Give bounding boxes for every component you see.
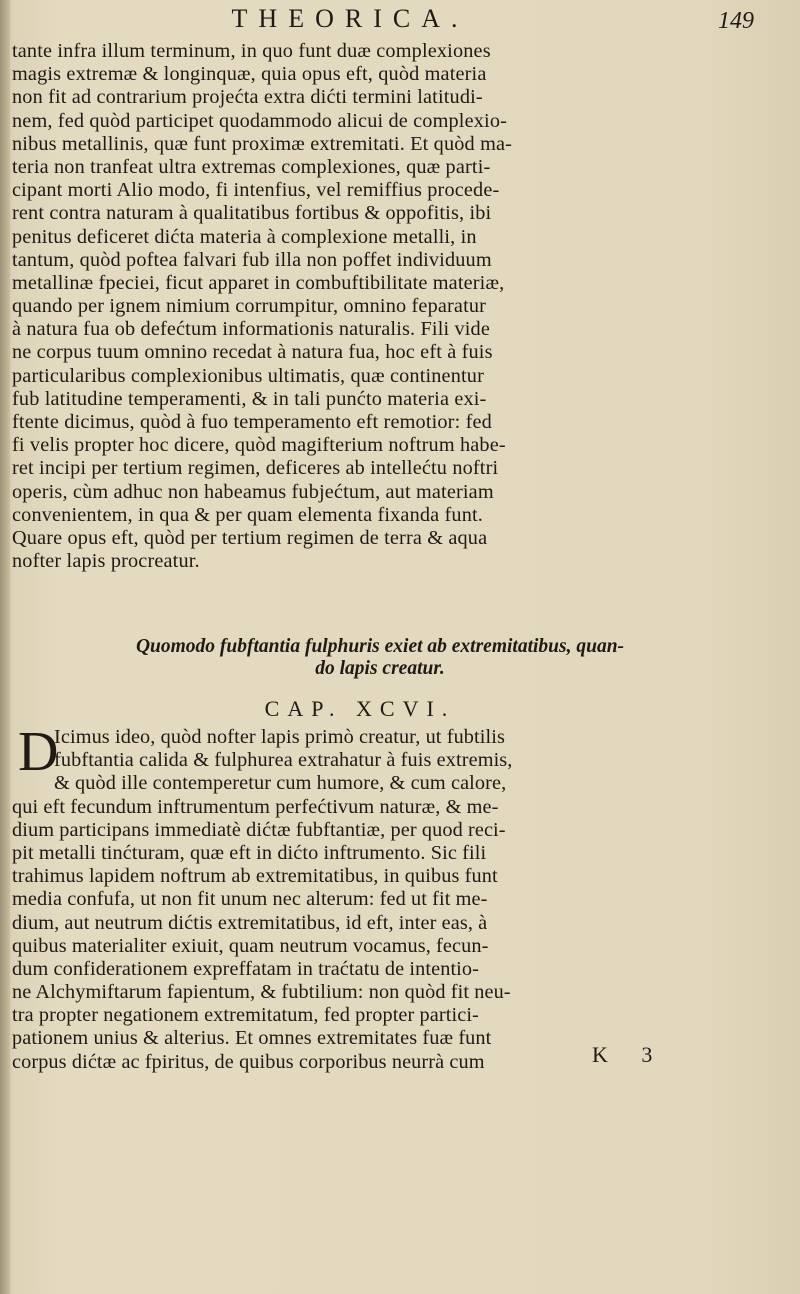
- text-line: tra propter negationem extremitatum, fed propter partici-: [12, 1004, 479, 1027]
- text-line: pit metalli tinćturam, quæ eft in dićto inftrumento. Sic fili: [12, 841, 487, 864]
- text-line: qui eft fecundum inftrumentum perfećtivum naturæ, & me-: [12, 795, 499, 818]
- text-line: penitus deficeret dićta materia à complexione metalli, in: [12, 225, 477, 248]
- text-line: ne corpus tuum omnino recedat à natura fua, hoc eft à fuis: [12, 341, 493, 364]
- text-line: ret incipi per tertium regimen, deficeres ab intellećtu noftri: [12, 457, 499, 480]
- text-line: fubftantia calida & fulphurea extrahatur à fuis extremis,: [54, 749, 513, 772]
- heading-line-2: do lapis creatur.: [315, 658, 445, 679]
- paragraph-1: [12, 40, 782, 573]
- text-line: tante infra illum terminum, in quo funt duæ complexiones: [12, 40, 491, 62]
- text-line: non fit ad contrarium projećta extra dićti termini latitudi-: [12, 86, 483, 109]
- paragraph-2: [12, 721, 782, 1074]
- text-line: ne Alchymiftarum fapientum, & fubtilium: non quòd fit neu-: [12, 981, 511, 1004]
- text-line: quando per ignem nimium corrumpitur, omnino feparatur: [12, 295, 487, 318]
- text-line: rent contra naturam à qualitatibus fortibus & oppofitis, ibi: [12, 202, 492, 225]
- page-gutter: [0, 0, 10, 1294]
- running-title: THEORICA.: [231, 4, 469, 33]
- chapter-heading: [40, 636, 720, 680]
- text-line: cipant morti Alio modo, fi intenfius, vel remiffius procede-: [12, 179, 500, 202]
- text-line: pationem unius & alterius. Et omnes extremitates fuæ funt: [12, 1027, 492, 1050]
- text-line: particularibus complexionibus ultimatis, quæ continentur: [12, 364, 484, 387]
- text-line: Quare opus eft, quòd per tertium regimen de terra & aqua: [12, 526, 488, 549]
- page-header: [0, 4, 800, 44]
- text-line: convenientem, in qua & per quam elementa fixanda funt.: [12, 503, 484, 526]
- text-line: media confufa, ut non fit unum nec alterum: fed ut fit me-: [12, 888, 488, 911]
- text-line: teria non tranfeat ultra extremas complexiones, quæ parti-: [12, 155, 491, 178]
- text-line: à natura fua ob defećtum informationis naturalis. Fili vide: [12, 318, 491, 341]
- text-line: corpus dićtæ ac fpiritus, de quibus corporibus neurrà cum: [12, 1050, 485, 1073]
- text-line: nibus metallinis, quæ funt proximæ extremitati. Et quòd ma-: [12, 132, 513, 155]
- text-line: nofter lapis procreatur.: [12, 550, 200, 573]
- text-line: & quòd ille contemperetur cum humore, & cum calore,: [54, 772, 507, 795]
- text-line: dium, aut neutrum dićtis extremitatibus, id eft, inter eas, à: [12, 911, 488, 934]
- text-line: quibus materialiter exiuit, quam neutrum vocamus, fecun-: [12, 934, 489, 957]
- text-line: trahimus lapidem noftrum ab extremitatibus, in quibus funt: [12, 865, 498, 888]
- heading-line-1: Quomodo fubftantia fulphuris exiet ab extremitatibus, quan-: [135, 636, 625, 657]
- text-line: nem, fed quòd participet quodammodo alicui de complexio-: [12, 109, 508, 132]
- signature-mark: K 3: [592, 1042, 667, 1067]
- page-number: 149: [718, 8, 754, 34]
- drop-cap: D: [18, 721, 59, 783]
- text-line: fub latitudine temperamenti, & in tali punćto materia exi-: [12, 387, 487, 410]
- text-line: operis, cùm adhuc non habeamus fubjećtum, aut materiam: [12, 480, 494, 503]
- text-line: tantum, quòd poftea falvari fub illa non poffet individuum: [12, 248, 492, 271]
- text-line: fi velis propter hoc dicere, quòd magifterium noftrum habe-: [12, 434, 506, 457]
- text-line: Icimus ideo, quòd nofter lapis primò creatur, ut fubtilis: [54, 726, 505, 748]
- chapter-label: CAP. XCVI.: [264, 696, 456, 721]
- text-line: dum confiderationem expreffatam in traćtatu de intentio-: [12, 957, 480, 980]
- text-line: dium participans immediatè dićtæ fubftantiæ, per quod reci-: [12, 818, 506, 841]
- text-line: ftente dicimus, quòd à fuo temperamento eft remotior: fed: [12, 411, 492, 433]
- text-line: magis extremæ & longinquæ, quia opus eft, quòd materia: [12, 63, 487, 86]
- text-line: metallinæ fpeciei, ficut apparet in combuftibilitate materiæ,: [12, 271, 505, 294]
